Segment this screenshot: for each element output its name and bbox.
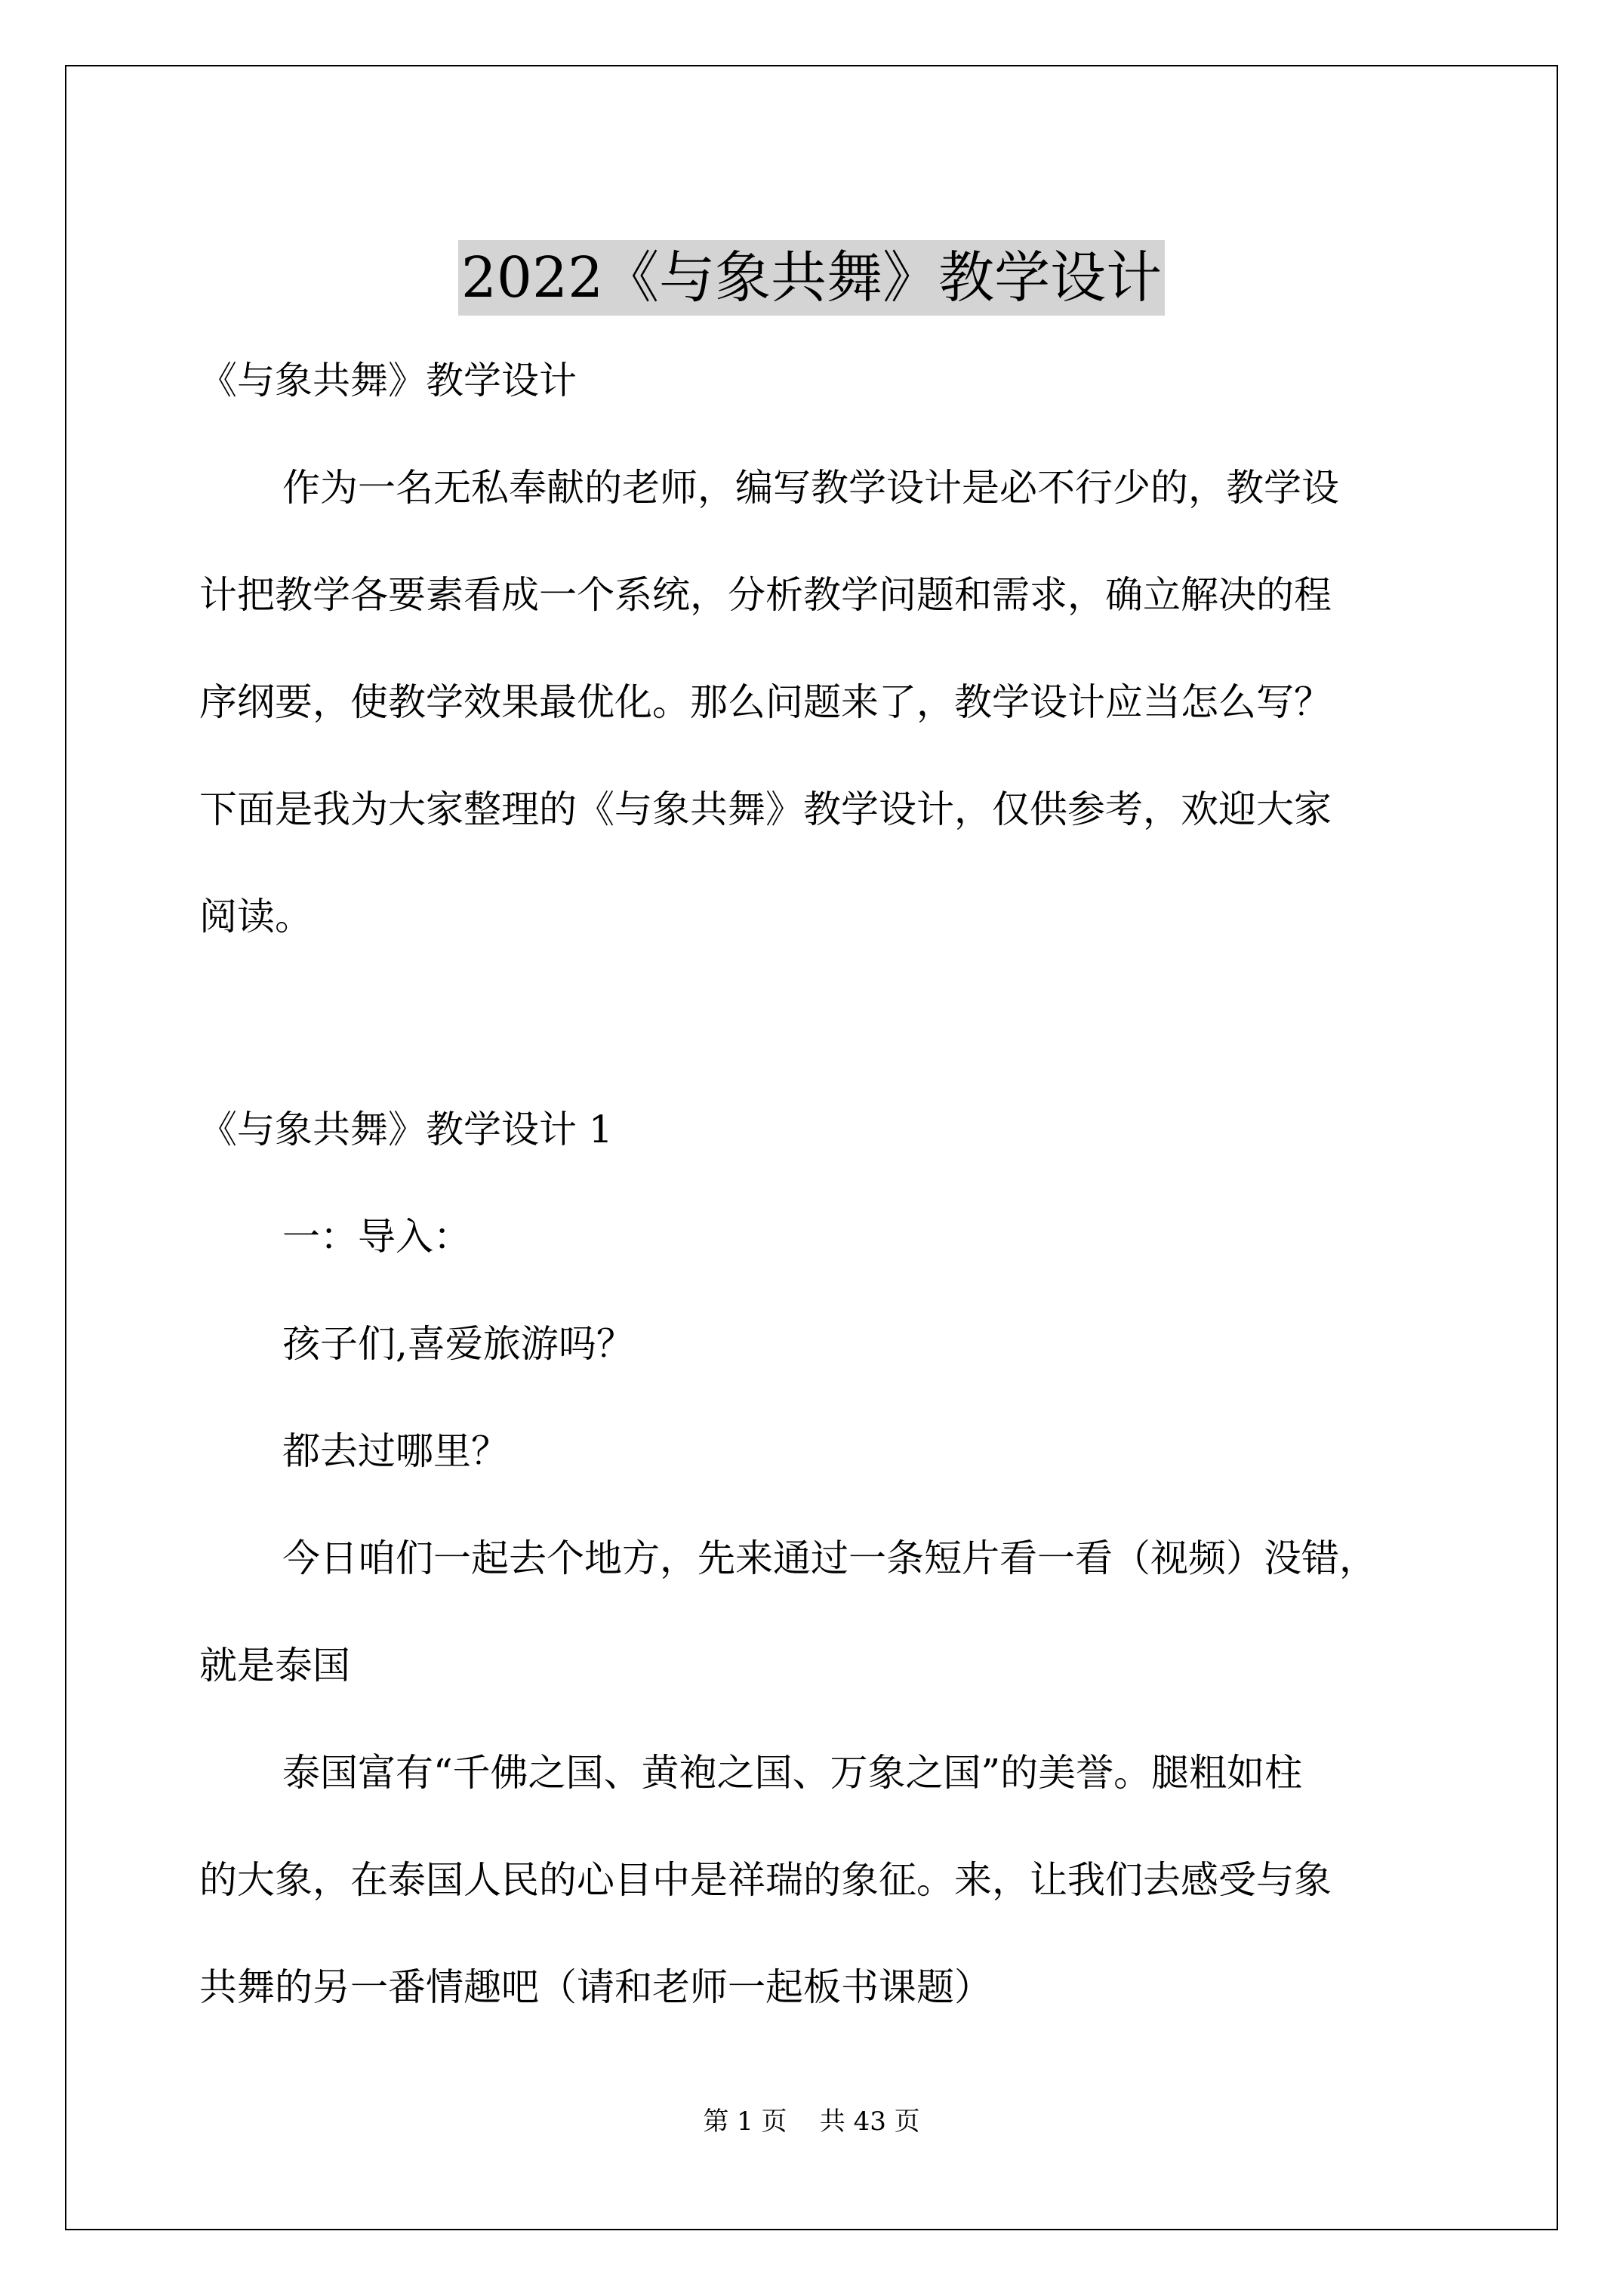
section-line: 今日咱们一起去个地方，先来通过一条短片看一看（视频）没错， bbox=[282, 1536, 1377, 1580]
section-line: 的大象，在泰国人民的心目中是祥瑞的象征。来，让我们去感受与象 bbox=[199, 1858, 1332, 1902]
section-line: 一：导入： bbox=[282, 1215, 471, 1259]
section-line: 都去过哪里？ bbox=[282, 1429, 509, 1473]
intro-line: 下面是我为大家整理的《与象共舞》教学设计，仅供参考，欢迎大家 bbox=[199, 787, 1332, 831]
section-line: 共舞的另一番情趣吧（请和老师一起板书课题） bbox=[199, 1965, 992, 2009]
section-heading: 《与象共舞》教学设计 1 bbox=[199, 1108, 613, 1151]
intro-line: 计把教学各要素看成一个系统，分析教学问题和需求，确立解决的程 bbox=[199, 573, 1332, 617]
intro-line: 序纲要，使教学效果最优化。那么问题来了，教学设计应当怎么写？ bbox=[199, 680, 1332, 724]
section-line: 就是泰国 bbox=[199, 1644, 350, 1687]
section-line: 泰国富有“千佛之国、黄袍之国、万象之国”的美誉。腿粗如柱 bbox=[282, 1751, 1303, 1795]
section-line: 孩子们,喜爱旅游吗？ bbox=[282, 1322, 634, 1366]
intro-line: 作为一名无私奉献的老师，编写教学设计是必不行少的，教学设 bbox=[282, 466, 1339, 510]
title-area bbox=[0, 202, 1623, 353]
document-title: 2022《与象共舞》教学设计 bbox=[458, 240, 1165, 316]
page-number-footer: 第 1 页 共 43 页 bbox=[703, 2106, 920, 2137]
intro-line: 阅读。 bbox=[199, 895, 313, 938]
document-subtitle: 《与象共舞》教学设计 bbox=[199, 359, 577, 402]
